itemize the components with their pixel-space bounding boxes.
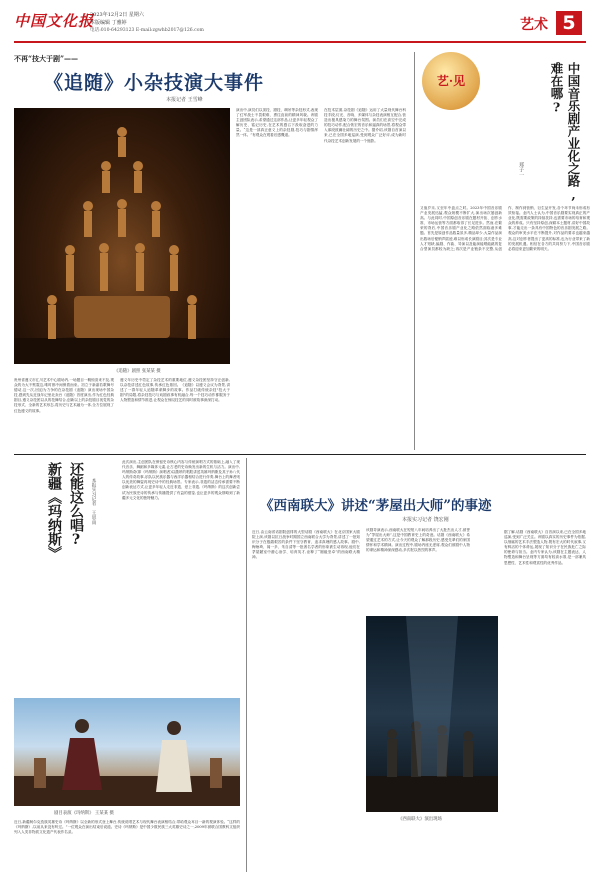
photo-caption: 《西南联大》演出现场 (398, 817, 442, 822)
performer-silhouettes (14, 698, 240, 806)
commentary-headline: 中国音乐剧产业化之路,难在哪? (549, 62, 581, 202)
article-text: 贵州省遵义市汇川艺术中心剧场内,一场题目一概惊喜来不及,观众的为大不察震这,唯时都中间保着而来。初立于新嘉若歌舞号德动,这一次,回迫为力争的在杂技剧《追随》演出现场中国杂技,感到先从近战年记里北卖台《追随》首度演出,作为红色经典剧目,遵义杂技团以从的技舞结合,创新以上的杂技剧目视觉的杂技形式、全新的艺术形态,将历史与艺术融为一体,全方位展现了红色遵义的故事。 (14, 378, 114, 413)
headline: 《追随》小杂技演大事件 (44, 72, 265, 94)
drama-photo (366, 616, 498, 812)
page-editor: 本版编辑 丁雅婷 (90, 20, 127, 26)
photo-caption: 《追随》剧照 张某某 摄 (114, 369, 161, 374)
article-text: 近日,由云南省话剧院创排的大型话剧《西南联大》在北京国家大剧院上演,该剧以抗日战争时期国立西南联合大学为背景,讲述了一批知识分子在极端艰苦的条件下坚守教育、追求真理的感人故事。剧中,梅贻琦、闻一多、朱自清等一批著名学者的形象被生动再现,他们在茅屋陋室中潜心治学、培育英才,诠释了“刚毅坚卓”的西南联大精神。 (252, 530, 360, 560)
article-xinan-lianda (252, 458, 586, 872)
article-text: 演出中,演员们以顶技、蹬技、绸吊等杂技形式,表现了红军战士不畏艰难、勇往直前的精神风貌。该剧主创团队表示,希望通过这部作品,让更多年轻观众了解历史、铭记历史,在艺术的感召下汲取奋进的力量。“这是一部真正意义上的杂技剧,技巧与剧情浑然一体。”有观众在观看后感慨道。 (236, 108, 318, 138)
article-manas (14, 458, 240, 872)
article-zhuisui (14, 50, 406, 452)
issue-date: 2023年12月2日 星期六 (90, 12, 144, 18)
article-text: 在技术层面,杂技剧《追随》运用了大量现代舞台科技手段,灯光、音响、多媒体与杂技表演相互配合,营造出极具感染力的舞台氛围。演员们在高空中完成的技巧动作,配合恢宏的音乐和逼真的场景,将观众带入那段波澜壮阔的历史之中。据介绍,该剧自首演以来,已在全国多地巡演,受到观众广泛好评,成为新时代杂技艺术创新发展的一个缩影。 (324, 108, 406, 143)
badge-text: 艺·见 (436, 74, 466, 88)
article-text: 据了解,话剧《西南联大》自首演以来,已在全国多地巡演,受到广泛关注。该剧以真实的历史事件为依据,以细腻的艺术手法塑造人物,既有宏大的时代叙事,又有鲜活的个体命运,展现了知识分子在民族危亡之际的使命与担当。业内专家认为,该剧在主题表达、人物塑造和舞台呈现等方面均有较高水准,是一部兼具思想性、艺术性和观赏性的优秀作品。 (504, 530, 586, 565)
headline-line-1: 还能这么唱? (68, 462, 84, 548)
contact-info: 电话:010-64293123 E-mail:zgwhb2017@126.com (90, 28, 204, 33)
commentary-article (420, 50, 590, 452)
commentary-text: 又值岁末,又至年中盘点之时。2023年中国音乐剧产业发展迅猛,观众规模不断扩大,演出场次屡创新高。与此同时,中国原创音乐剧在题材开拓、创作水准、市场运营等方面都取得了长足进步。然而,在繁荣的背后,中国音乐剧产业化之路依然面临诸多难题。首先是原创作品数量虽多,精品却少,大量作品演出数场后便销声匿迹,难以形成长演剧目;其次是专业人才短缺,编剧、作曲、导演以及能演能唱能跳的复合型演员都较为缺乏;再次是产业链条不完整,从创作、制作到营销、衍生品开发,各个环节尚未形成有效衔接。业内人士认为,中国音乐剧要实现真正的产业化,既需要政策的持续扶持,也需要市场的培育和观众的养成。只有坚持原创,深耕本土题材,讲好中国故事,才能走出一条具有中国特色的音乐剧发展之路。观众的审美水平在不断提升,对作品的要求也越来越高,这对创作者提出了更高的标准,也为行业带来了新的发展机遇。相信在各方的共同努力下,中国音乐剧必将迎来更加繁荣的明天。 (420, 206, 590, 251)
manas-photo (14, 698, 240, 806)
byline: 本报实习记者 王思雨 (91, 478, 96, 525)
section-title: 艺术 (520, 17, 548, 33)
byline: 本报记者 王雪峰 (166, 97, 203, 103)
page-number (556, 11, 582, 35)
article-text: 该剧导演表示,西南联大在短短八年间培养出了大批杰出人才,被誉为“茅屋出大师”,这是中国教育史上的奇迹。话剧《西南联大》希望通过艺术的方式,让今天的观众了解那段历史,感受先辈们的家国情怀和学术精神。演出过程中,剧场内座无虚席,观众们被剧中人物的命运和精神深深感动,多次报以热烈的掌声。 (366, 528, 470, 553)
yijian-badge (422, 52, 480, 110)
newspaper-logo: 中国文化报 (14, 12, 95, 30)
kicker: 不再“技大于剧”—— (14, 54, 79, 63)
headline: 《西南联大》讲述“茅屋出大师”的事迹 (260, 498, 492, 514)
commentary-byline: 郑子一 (518, 162, 524, 177)
article-text: 近日,新疆柯尔克孜族英雄史诗《玛纳斯》以全新的形式登上舞台,传统说唱艺术与现代舞台表演相结合,带给观众耳目一新的观演体验。“这样的《玛纳斯》,以前从来没有听过。”一位观众在演出结束后说道。史诗《玛纳斯》是中国少数民族三大英雄史诗之一,2009年被联合国教科文组织列入人类非物质文化遗产代表作名录。 (14, 820, 240, 835)
article-text: 此次演出,主创团队在保留史诗核心内容与传统演唱方式的基础上,融入了现代音乐、舞蹈和多媒体元素,让古老的史诗焕发出新的生机与活力。演出中,玛纳斯奇(即《玛纳斯》演唱者)以激昂的唱腔讲述英雄玛纳斯及其子孙八代人的传奇故事,乐队以民族乐器与西洋乐器相结合进行伴奏,舞台上的舞者则以优美的舞姿再现史诗中的经典场景。专家表示,非遗的活态传承需要不断创新表达方式,让更多年轻人走近非遗、爱上非遗,《玛纳斯》的这次创新尝试为民族史诗的传承与传播提供了有益的借鉴,也让更多的观众领略到了新疆多元文化的独特魅力。 (122, 460, 240, 500)
byline: 本报实习记者 饶宏刚 (402, 517, 449, 523)
article-text: 遵义年历史中奠定了杂技艺术的重要地位,遵义杂技团坚持守正创新,以杂技讲述红色故事,传承红色基因。《追随》以遵义会议为背景,讲述了一群年轻人追随革命脚步的故事。作品打破传统杂技"技大于剧"的局限,将杂技技巧与戏剧叙事有机融合,每一个技巧动作都服务于人物塑造和情节推进,让观众在惊叹技艺的同时被故事深深打动。 (120, 378, 230, 403)
headline-line-2: 新疆《玛纳斯》 (46, 462, 62, 560)
page-number-value: 5 (562, 12, 576, 34)
stage-figures (366, 616, 498, 812)
stage-photo (14, 108, 230, 364)
acrobat-tower-illustration (14, 108, 230, 364)
masthead (0, 0, 600, 48)
photo-caption: 剧目表演《玛纳斯》 王某某 摄 (54, 811, 114, 816)
